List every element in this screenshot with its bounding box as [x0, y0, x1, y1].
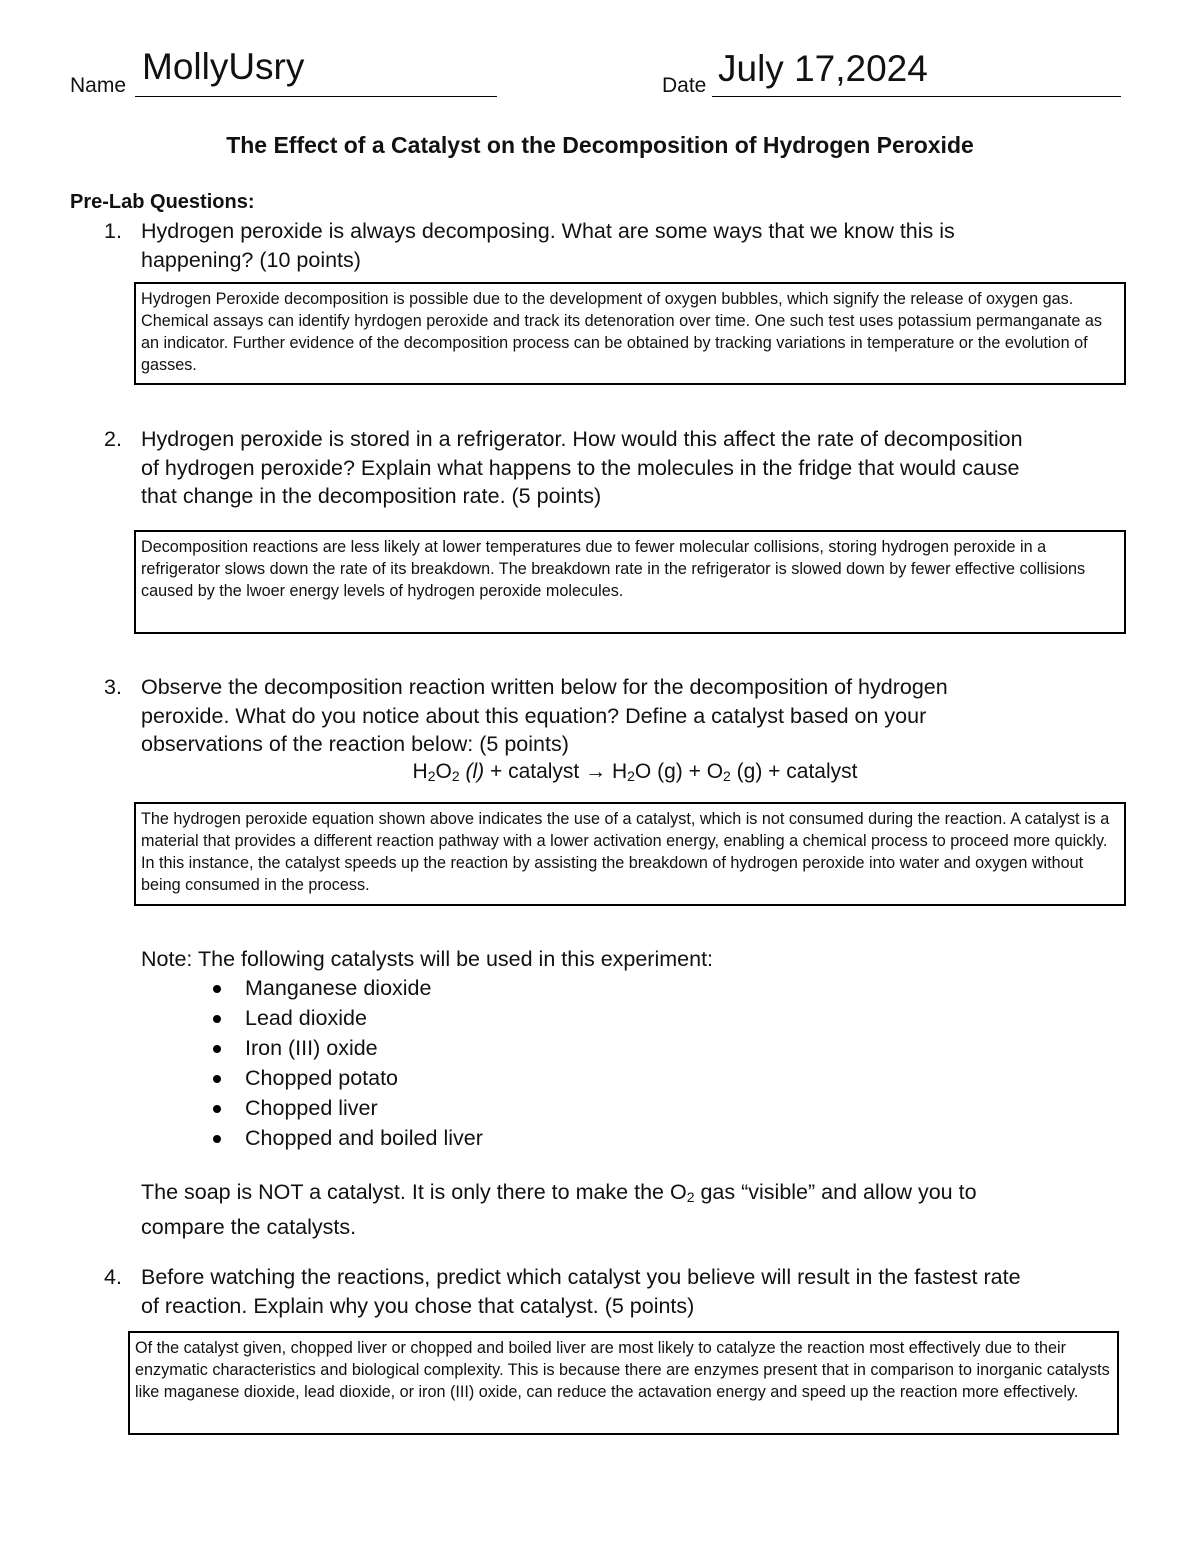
list-item: Chopped liver	[211, 1093, 483, 1123]
catalyst-list	[211, 973, 483, 1153]
answer-box-3[interactable]: The hydrogen peroxide equation shown above indicates the use of a catalyst, which is not consumed during the reaction. A catalyst is a material that provides a different reaction pathway with a lower activation energy, enabling a chemical process to proceed more quickly. In this instance, the catalyst speeds up the reaction by assisting the breakdown of hydrogen peroxide into water and oxygen without being consumed in the process.	[134, 802, 1126, 906]
question-line: of hydrogen peroxide? Explain what happens to the molecules in the fridge that would cause	[141, 455, 1020, 480]
question-line: Hydrogen peroxide is stored in a refrigerator. How would this affect the rate of decomposition	[141, 427, 1023, 451]
question-line: that change in the decomposition rate. (5 points)	[141, 484, 602, 508]
list-item: Chopped potato	[211, 1063, 483, 1093]
date-underline	[712, 96, 1121, 97]
name-label: Name	[70, 74, 127, 97]
question-number: 4.	[104, 1265, 122, 1289]
list-item: Manganese dioxide	[211, 973, 483, 1003]
question-line: peroxide. What do you notice about this equation? Define a catalyst based on your	[141, 703, 927, 728]
question-line: Hydrogen peroxide is always decomposing. What are some ways that we know this is	[141, 219, 955, 243]
name-underline	[135, 96, 497, 97]
question-3	[104, 673, 1144, 763]
question-number: 3.	[104, 675, 122, 699]
question-number: 1.	[104, 219, 122, 243]
answer-box-4[interactable]: Of the catalyst given, chopped liver or chopped and boiled liver are most likely to catalyze the reaction most effectively due to their enzymatic characteristics and biological complexity. This is because there are enzymes present that in comparison to inorganic catalysts like maganese dioxide, lead dioxide, or iron (III) oxide, can reduce the actavation energy and speed up the reaction more effectively.	[128, 1331, 1119, 1435]
answer-box-2[interactable]: Decomposition reactions are less likely at lower temperatures due to fewer molecular collisions, storing hydrogen peroxide in a refrigerator slows down the rate of its breakdown. The breakdown rate in the refrigerator is slowed down by fewer effective collisions caused by the lwoer energy levels of hydrogen peroxide molecules.	[134, 530, 1126, 634]
date-value[interactable]: July 17,2024	[718, 48, 928, 89]
list-item: Iron (III) oxide	[211, 1033, 483, 1063]
list-item: Chopped and boiled liver	[211, 1123, 483, 1153]
answer-box-1[interactable]: Hydrogen Peroxide decomposition is possible due to the development of oxygen bubbles, which signify the release of oxygen gas. Chemical assays can identify hyrdogen peroxide and track its detenoration over time. One such test uses potassium permanganate as an indicator. Further evidence of the decomposition process can be obtained by tracking variations in temperature or the evolution of gasses.	[134, 282, 1126, 385]
question-1	[104, 217, 1144, 277]
reaction-equation: $H_2O_2$ (l) + catalyst → $H_2O$ $(g) + O_2$ (g) + catalyst	[412, 760, 858, 784]
page-title: The Effect of a Catalyst on the Decomposition of Hydrogen Peroxide	[226, 132, 974, 158]
question-number: 2.	[104, 427, 122, 451]
question-line: Before watching the reactions, predict which catalyst you believe will result in the fastest rate	[141, 1265, 1021, 1289]
question-line: happening? (10 points)	[141, 247, 361, 272]
section-title: Pre-Lab Questions:	[70, 191, 255, 213]
question-4	[104, 1263, 1144, 1323]
question-line: observations of the reaction below: (5 points)	[141, 732, 569, 756]
question-2	[104, 425, 1144, 515]
question-line: Observe the decomposition reaction written below for the decomposition of hydrogen	[141, 675, 948, 699]
list-item: Lead dioxide	[211, 1003, 483, 1033]
date-label: Date	[662, 74, 707, 97]
question-line: of reaction. Explain why you chose that catalyst. (5 points)	[141, 1293, 695, 1318]
name-value[interactable]: MollyUsry	[142, 46, 305, 87]
soap-note: The soap is NOT a catalyst. It is only there to make the $O_2$ gas “visible” and allow you to compare the catalysts.	[141, 1180, 977, 1239]
note-intro: Note: The following catalysts will be used in this experiment:	[141, 947, 714, 971]
